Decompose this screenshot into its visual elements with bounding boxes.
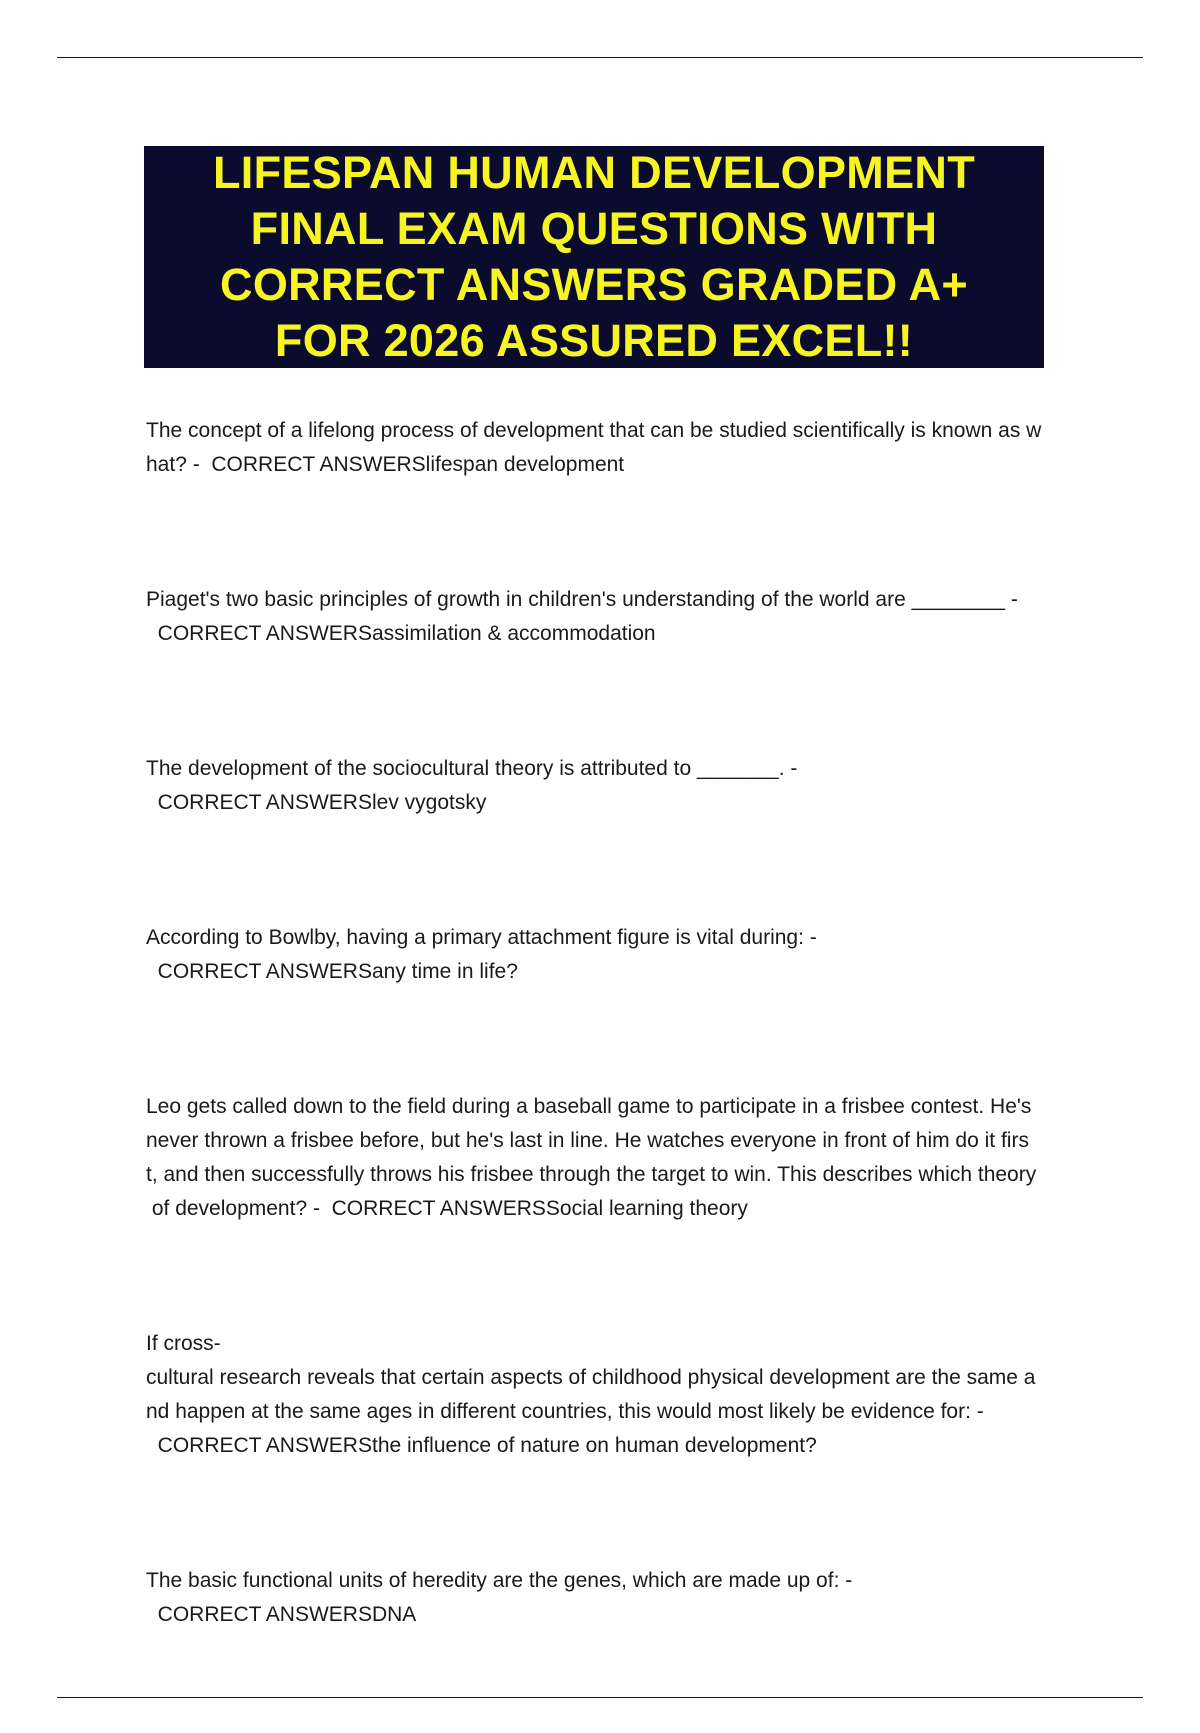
title-line: FOR 2026 ASSURED EXCEL!! bbox=[274, 315, 914, 366]
top-divider bbox=[57, 57, 1143, 58]
question-answer-list bbox=[146, 414, 1096, 1733]
qa-item: According to Bowlby, having a primary attachment figure is vital during: - CORRECT ANSWERSany time in life? bbox=[146, 926, 817, 983]
title-line: LIFESPAN HUMAN DEVELOPMENT bbox=[213, 147, 975, 198]
qa-item: Piaget's two basic principles of growth in children's understanding of the world are ________ - CORRECT ANSWERSassimilation & accommodation bbox=[146, 588, 1018, 645]
qa-item: The basic functional units of heredity are the genes, which are made up of: - CORRECT ANSWERSDNA bbox=[146, 1569, 853, 1626]
qa-item: The development of the sociocultural theory is attributed to _______. - CORRECT ANSWERSlev vygotsky bbox=[146, 757, 798, 814]
document-title bbox=[164, 145, 1024, 369]
qa-item: If cross- cultural research reveals that certain aspects of childhood physical development are the same a nd happen at the same ages in different countries, this would most likely be evidence for: - CORRECT ANSWERSthe influence of nature on human development? bbox=[146, 1332, 1036, 1457]
qa-item: Leo gets called down to the field during a baseball game to participate in a frisbee contest. He's never thrown a frisbee before, but he's last in line. He watches everyone in front of him do it firs t, and then successfully throws his frisbee through the target to win. This describes which theory of development? - CORRECT ANSWERSSocial learning theory bbox=[146, 1095, 1037, 1220]
title-banner bbox=[144, 146, 1044, 368]
title-line: CORRECT ANSWERS GRADED A+ bbox=[220, 259, 968, 310]
title-line: FINAL EXAM QUESTIONS WITH bbox=[250, 203, 938, 254]
bottom-divider bbox=[57, 1697, 1143, 1698]
qa-item: The concept of a lifelong process of development that can be studied scientifically is known as w hat? - CORRECT ANSWERSlifespan development bbox=[146, 419, 1042, 476]
